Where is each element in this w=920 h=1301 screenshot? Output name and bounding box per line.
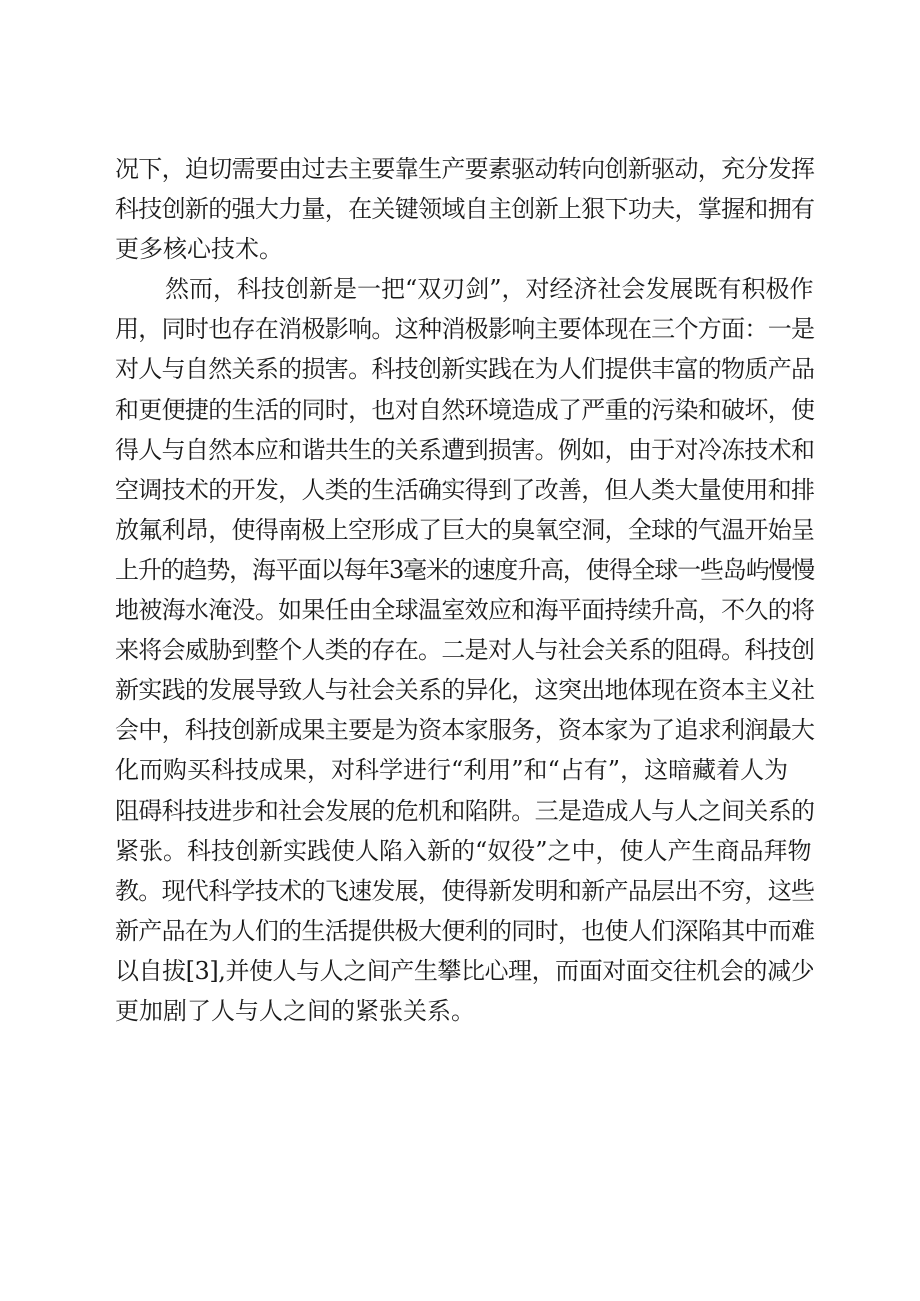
text-line: 新产品在为人们的生活提供极大便利的同时，也使人们深陷其中而难 [115,916,815,945]
text-line: 紧张。科技创新实践使人陷入新的“奴役”之中，使人产生商品拜物 [115,836,812,865]
text-line: 和更便捷的生活的同时，也对自然环境造成了严重的污染和破坏，使 [115,395,815,424]
text-line: 新实践的发展导致人与社会关系的异化，这突出地体现在资本主义社 [115,676,815,705]
text-line: 阻碍科技进步和社会发展的危机和陷阱。三是造成人与人之间关系的 [115,796,815,825]
text-line: 上升的趋势，海平面以每年3毫米的速度升高，使得全球一些岛屿慢慢 [115,555,815,584]
document-body [115,149,815,1031]
text-line: 放氟利昂，使得南极上空形成了巨大的臭氧空洞，全球的气温开始呈 [115,515,815,544]
text-line: 然而，科技创新是一把“双刃剑”，对经济社会发展既有积极作 [165,275,814,304]
paragraph-1 [115,149,815,269]
text-line: 得人与自然本应和谐共生的关系遭到损害。例如，由于对冷冻技术和 [115,435,815,464]
text-line: 用，同时也存在消极影响。这种消极影响主要体现在三个方面：一是 [115,315,815,344]
text-line: 对人与自然关系的损害。科技创新实践在为人们提供丰富的物质产品 [115,355,815,384]
text-line: 来将会威胁到整个人类的存在。二是对人与社会关系的阻碍。科技创 [115,636,815,665]
text-line: 教。现代科学技术的飞速发展，使得新发明和新产品层出不穷，这些 [115,876,815,905]
text-line: 以自拔[3],并使人与人之间产生攀比心理，而面对面交往机会的减少 [115,956,815,985]
text-line: 会中，科技创新成果主要是为资本家服务，资本家为了追求利润最大 [115,716,815,745]
text-line: 更加剧了人与人之间的紧张关系。 [115,996,475,1025]
text-line: 更多核心技术。 [115,235,283,264]
text-line: 空调技术的开发，人类的生活确实得到了改善，但人类大量使用和排 [115,475,815,504]
text-line: 科技创新的强大力量，在关键领域自主创新上狠下功夫，掌握和拥有 [115,195,815,224]
text-line: 地被海水淹没。如果任由全球温室效应和海平面持续升高，不久的将 [115,596,815,625]
text-line: 化而购买科技成果，对科学进行“利用”和“占有”，这暗藏着人为 [115,756,789,785]
text-line: 况下，迫切需要由过去主要靠生产要素驱动转向创新驱动，充分发挥 [115,155,815,183]
paragraph-2 [115,269,815,1031]
